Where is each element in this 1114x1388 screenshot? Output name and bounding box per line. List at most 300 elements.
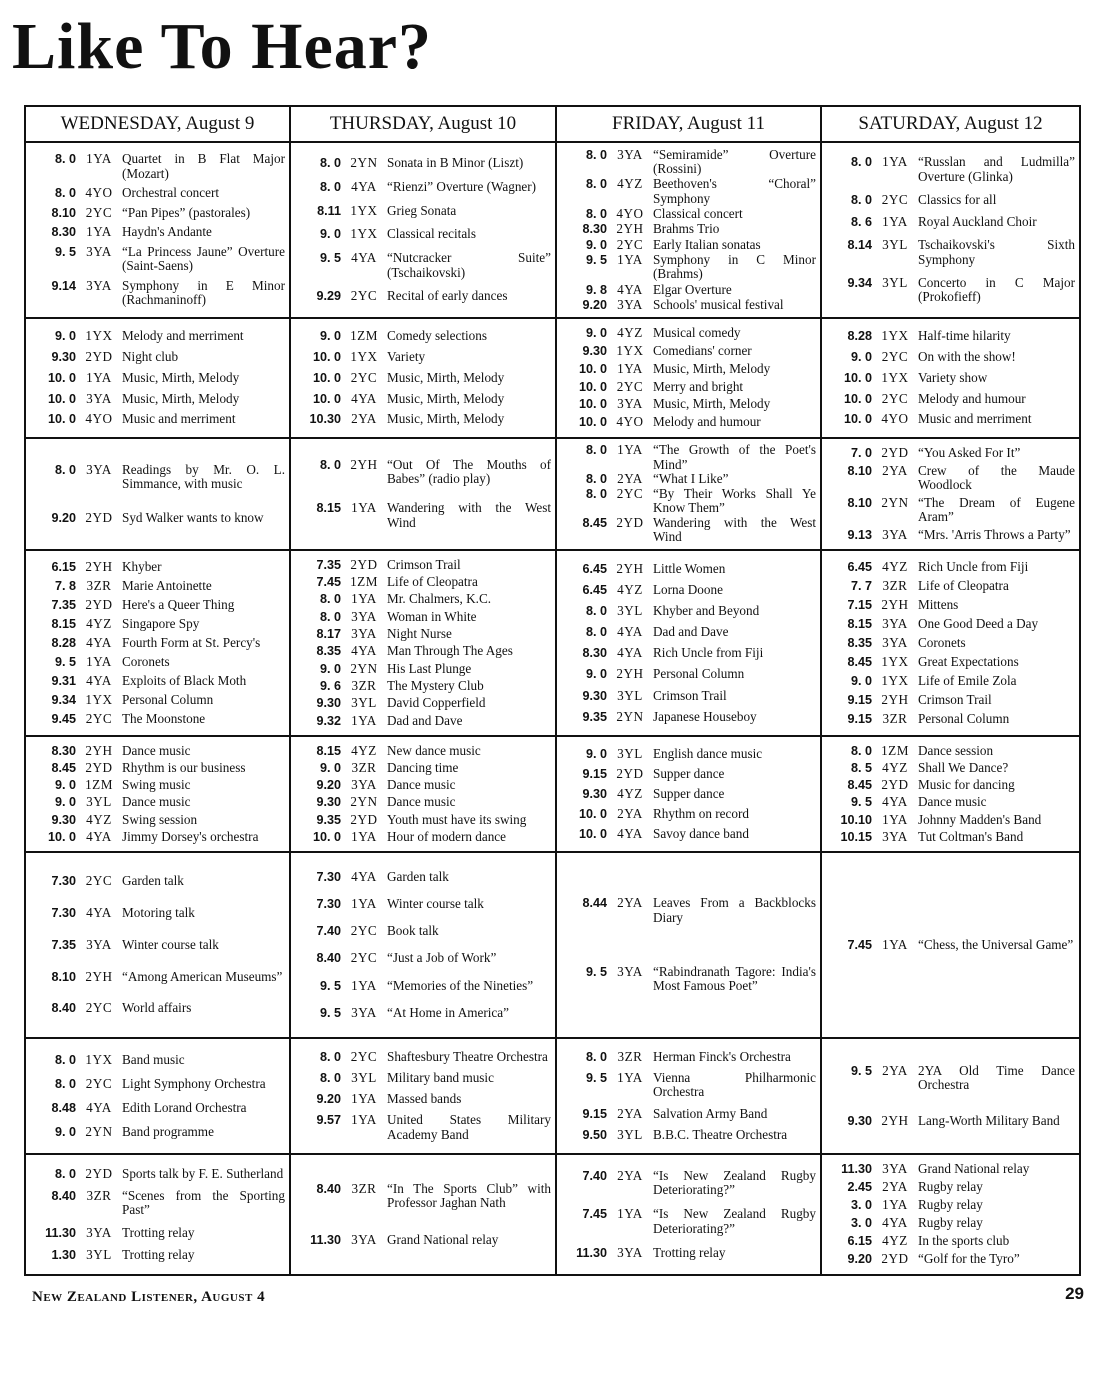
program-time: 8. 0 [54,1166,76,1181]
station-code: 2YH [616,666,644,682]
program-time: 8.44 [582,896,607,911]
program-entry [561,1128,818,1143]
station-code: 4YO [616,206,644,222]
program-time: 8. 0 [585,443,607,458]
program-time: 7.15 [847,597,872,612]
program-entry [30,1101,287,1116]
program-title: Shaftesbury Theatre Orchestra [387,1048,548,1064]
footer-credit: New Zealand Listener, August 4 [32,1289,266,1305]
program-time: 9.15 [847,711,872,726]
program-time: 10. 0 [312,391,341,406]
program-title: Quartet in B Flat Major (Mozart) [122,151,285,181]
program-time: 9.30 [316,795,341,810]
station-code: 3YA [617,296,643,312]
program-time: 9. 0 [319,329,341,344]
program-time: 9. 0 [585,237,607,252]
day-header: SATURDAY, August 12 [820,107,1081,143]
station-code: 2YN [350,660,378,676]
program-entry [826,830,1077,845]
program-time: 8. 0 [585,177,607,192]
program-title: Rhythm on record [653,805,749,821]
program-title: Brahms Trio [653,221,720,237]
station-code: 4YA [351,868,377,884]
station-code: 1YX [85,1051,113,1067]
program-entry [826,1162,1077,1177]
program-time: 10. 0 [47,391,76,406]
program-entry [561,222,818,237]
program-time: 8.45 [582,515,607,530]
program-time: 8.40 [316,1181,341,1196]
station-code: 3YL [86,1246,112,1262]
program-time: 8.15 [51,616,76,631]
program-time: 9. 0 [54,1124,76,1139]
program-title: Personal Column [653,666,745,682]
program-title: Edith Lorand Orchestra [122,1099,247,1115]
program-title: The Moonstone [122,710,206,726]
program-time: 8.15 [316,743,341,758]
program-time: 10. 0 [312,350,341,364]
station-code: 3YA [351,1004,377,1020]
program-entry [826,1252,1077,1267]
program-title: Early Italian sonatas [653,236,761,252]
program-title: Here's a Queer Thing [122,596,235,612]
program-title: Grand National relay [387,1232,499,1247]
station-code: 1ZM [881,742,909,758]
program-entry [826,446,1077,461]
program-time: 9. 5 [850,795,872,810]
program-title: “Out Of The Mouths of Babes” (radio play) [387,456,551,487]
program-time: 10. 0 [843,391,872,406]
station-code: 3YL [617,1126,643,1142]
station-code: 2YC [85,873,113,889]
program-time: 6.45 [847,559,872,574]
program-entry [295,350,553,365]
schedule-cell [820,1039,1081,1155]
program-title: Night Nurse [387,626,452,642]
program-time: 11.30 [310,1233,341,1247]
station-code: 4YA [86,905,112,920]
program-time: 9.30 [582,344,607,359]
program-title: Comedy selections [387,328,487,344]
program-entry [561,1050,818,1065]
station-code: 3YA [882,526,908,542]
program-entry [561,487,818,516]
schedule-cell [555,439,820,551]
day-header: FRIDAY, August 11 [555,107,820,143]
program-time: 8. 0 [585,207,607,222]
station-code: 2YD [85,1165,113,1181]
station-code: 1YX [350,349,378,364]
program-title: Wandering with the West Wind [387,500,551,530]
program-title: Recital of early dances [387,288,508,304]
station-code: 1YA [617,1069,643,1085]
program-entry [30,712,287,727]
program-entry [826,371,1077,386]
station-code: 1YX [881,653,909,669]
program-title: Grand National relay [918,1161,1030,1177]
program-time: 9.20 [316,1092,341,1107]
program-entry [30,1167,287,1182]
schedule-cell [24,1155,289,1274]
program-time: 9.31 [51,673,76,688]
station-code: 2YC [881,191,909,207]
program-title: Music, Mirth, Melody [653,396,771,412]
program-entry [561,516,818,545]
station-code: 2YA [882,462,908,478]
program-entry [295,744,553,759]
program-time: 6.45 [582,582,607,597]
schedule-cell [24,551,289,737]
program-time: 10. 0 [843,370,872,385]
program-title: Hour of modern dance [387,828,507,844]
station-code: 3YA [86,277,112,293]
program-time: 10. 0 [578,415,607,430]
program-entry [30,1001,287,1016]
program-entry [30,617,287,632]
program-time: 8. 5 [850,760,872,775]
program-title: Dad and Dave [653,624,729,640]
station-code: 2YH [350,456,378,472]
program-time: 9. 5 [319,1005,341,1020]
program-entry [30,970,287,985]
station-code: 2YC [616,236,644,252]
program-title: New dance music [387,742,481,758]
program-time: 8.40 [316,951,341,966]
program-entry [826,528,1077,543]
station-code: 3YL [351,1069,377,1085]
station-code: 3YL [86,794,112,810]
program-time: 10. 0 [47,370,76,385]
program-entry [30,1226,287,1241]
station-code: 3YL [351,695,377,711]
program-title: Crew of the Maude Woodlock [918,462,1075,492]
station-code: 3ZR [351,678,377,693]
program-title: Dance music [918,794,987,810]
program-title: Haydn's Andante [122,224,212,240]
program-title: Dad and Dave [387,712,463,728]
program-entry [295,1006,553,1021]
program-entry [826,938,1077,953]
station-code: 1YA [351,1091,377,1107]
program-title: Marie Antoinette [122,577,212,593]
station-code: 1YA [617,251,643,267]
station-code: 4YA [617,281,643,297]
program-title: “Pan Pipes” (pastorales) [122,204,251,220]
program-entry [30,674,287,689]
station-code: 3YA [86,461,112,477]
station-code: 3YA [86,243,112,259]
station-code: 2YC [85,710,113,726]
program-entry [826,674,1077,689]
program-title: “At Home in America” [387,1004,509,1020]
station-code: 1YX [616,343,644,359]
program-entry [295,714,553,729]
station-code: 1YA [351,712,377,728]
station-code: 3YA [351,608,377,624]
program-time: 8. 0 [319,1070,341,1085]
program-title: Dancing time [387,759,459,775]
program-time: 1.30 [51,1247,76,1262]
station-code: 3YL [617,745,643,761]
station-code: 2YH [616,221,644,237]
program-title: Military band music [387,1069,494,1085]
program-time: 9. 0 [54,329,76,344]
program-entry [30,371,287,386]
program-entry [826,155,1077,184]
program-time: 9. 0 [54,795,76,810]
program-time: 9. 5 [54,654,76,669]
program-entry [295,761,553,776]
program-entry [561,415,818,430]
program-entry [561,298,818,313]
schedule-table [24,105,1081,1276]
schedule-cell [555,1039,820,1155]
program-time: 2.45 [847,1180,872,1195]
program-entry [295,679,553,694]
program-time: 8.15 [847,616,872,631]
program-time: 8.35 [847,635,872,650]
station-code: 3YA [351,1232,377,1247]
program-time: 8. 0 [319,156,341,171]
program-time: 9.15 [582,766,607,781]
program-time: 3. 0 [850,1216,872,1231]
program-time: 8. 0 [54,152,76,167]
program-time: 9.15 [582,1106,607,1121]
program-title: “What I Like” [653,471,729,487]
program-title: Salvation Army Band [653,1105,768,1121]
station-code: 2YA [617,805,643,821]
page-number: 29 [1065,1284,1084,1303]
program-entry [561,827,818,842]
program-title: “Rienzi” Overture (Wagner) [387,178,537,194]
station-code: 4YA [882,1215,908,1231]
program-title: “The Growth of the Poet's Mind” [653,442,816,472]
program-entry [30,1125,287,1140]
program-title: Comedians' corner [653,343,752,359]
program-title: Sports talk by F. E. Sutherland [122,1165,284,1181]
program-title: Music and merriment [918,411,1032,427]
program-time: 8.45 [847,654,872,669]
program-entry [30,598,287,613]
program-entry [826,1064,1077,1093]
station-code: 3YA [617,963,643,979]
program-title: Crimson Trail [653,687,727,703]
program-time: 9.57 [316,1113,341,1128]
station-code: 1YA [882,811,908,827]
program-time: 8.40 [51,1001,76,1016]
program-entry [826,617,1077,632]
program-title: Personal Column [918,710,1010,726]
program-entry [295,1233,553,1248]
station-code: 2YD [881,445,909,460]
program-entry [826,636,1077,651]
station-code: 1YX [881,369,909,385]
station-code: 4YO [85,185,113,201]
station-code: 4YZ [882,558,908,574]
program-entry [561,646,818,661]
day-header: THURSDAY, August 10 [289,107,555,143]
program-time: 8.15 [316,501,341,516]
program-entry [826,761,1077,776]
program-title: Supper dance [653,785,725,801]
program-time: 7.40 [316,924,341,939]
station-code: 4YA [617,624,643,640]
program-entry [826,276,1077,305]
program-entry [295,870,553,885]
program-entry [30,329,287,344]
program-time: 9. 5 [585,252,607,267]
program-entry [561,807,818,822]
program-entry [30,245,287,274]
program-time: 7.45 [582,1207,607,1222]
station-code: 1YA [882,154,908,170]
program-time: 8. 0 [850,192,872,207]
program-title: His Last Plunge [387,660,472,676]
station-code: 2YD [85,510,113,525]
program-title: “La Princess Jaune” Overture (Saint-Saens) [122,243,285,274]
program-entry [561,625,818,640]
program-title: Band programme [122,1123,214,1139]
station-code: 2YN [881,494,909,510]
program-title: Tut Coltman's Band [918,828,1024,844]
station-code: 2YA [617,1105,643,1121]
program-title: Symphony in C Minor (Brahms) [653,251,816,282]
program-time: 8.45 [51,760,76,775]
program-entry [826,560,1077,575]
program-time: 8.28 [51,635,76,650]
program-time: 7.30 [316,896,341,911]
schedule-cell [555,319,820,439]
station-code: 1YA [86,653,112,669]
program-time: 9.35 [316,812,341,827]
program-entry [561,562,818,577]
program-title: Crimson Trail [918,691,992,707]
station-code: 3ZR [86,1187,112,1203]
program-entry [295,662,553,677]
program-entry [295,289,553,304]
program-title: “Is New Zealand Rugby Deteriorating?” [653,1167,816,1198]
program-title: Crimson Trail [387,556,461,572]
program-title: Coronets [918,634,966,650]
program-entry [295,1182,553,1211]
program-title: Singapore Spy [122,615,200,631]
program-title: Syd Walker wants to know [122,510,264,525]
schedule-cell [555,853,820,1039]
program-title: Classical concert [653,206,743,222]
station-code: 2YA [351,411,377,427]
program-entry [295,696,553,711]
program-entry [295,979,553,994]
station-code: 3YL [617,687,643,703]
program-time: 9. 0 [54,778,76,793]
program-entry [826,1234,1077,1249]
station-code: 1YA [617,442,643,458]
schedule-cell [820,551,1081,737]
program-entry [295,180,553,195]
program-entry [826,1180,1077,1195]
station-code: 4YA [351,178,377,194]
station-code: 2YH [881,596,909,612]
program-entry [295,412,553,427]
program-title: Grieg Sonata [387,202,457,218]
program-entry [295,1050,553,1065]
station-code: 2YC [350,1048,378,1064]
program-time: 8. 0 [54,1076,76,1091]
program-title: Variety [387,349,426,364]
program-title: Rich Uncle from Fiji [918,558,1029,574]
station-code: 4YA [351,643,377,659]
program-title: “Is New Zealand Rugby Deteriorating?” [653,1206,816,1236]
station-code: 4YO [881,411,909,427]
program-entry [295,924,553,939]
program-time: 8.35 [316,644,341,659]
station-code: 1YX [350,202,378,218]
program-entry [561,472,818,487]
station-code: 3ZR [351,1180,377,1196]
program-title: “By Their Works Shall Ye Know Them” [653,485,816,516]
station-code: 3YA [882,828,908,844]
program-time: 8. 0 [54,1052,76,1067]
schedule-cell [820,737,1081,853]
program-title: Lang-Worth Military Band [918,1112,1060,1128]
schedule-cell [820,439,1081,551]
program-time: 9.15 [847,692,872,707]
program-entry [826,464,1077,493]
program-title: Coronets [122,653,170,669]
station-code: 1ZM [350,328,378,344]
schedule-cell [24,143,289,319]
program-entry [295,329,553,344]
program-time: 9.32 [316,713,341,728]
program-time: 9.30 [51,350,76,364]
program-entry [561,787,818,802]
station-code: 2YA [882,1179,908,1195]
station-code: 4YO [616,414,644,430]
program-entry [295,813,553,828]
station-code: 1YA [617,1206,643,1222]
program-title: English dance music [653,745,763,761]
schedule-cell [24,319,289,439]
program-time: 9.30 [582,688,607,703]
station-code: 2YN [350,155,378,171]
program-time: 8.14 [847,238,872,253]
program-title: Mittens [918,596,959,612]
program-title: World affairs [122,1000,192,1016]
station-code: 3ZR [882,577,908,593]
program-entry [561,747,818,762]
program-title: United States Military Academy Band [387,1112,551,1142]
schedule-cell [289,1039,555,1155]
program-time: 8. 0 [585,625,607,640]
program-time: 8. 0 [319,609,341,624]
program-entry [561,583,818,598]
station-code: 1YX [85,328,113,344]
program-title: Trotting relay [653,1244,726,1260]
program-time: 10. 0 [47,829,76,844]
program-time: 9. 0 [319,661,341,676]
program-title: Life of Cleopatra [387,574,478,590]
program-title: Mr. Chalmers, K.C. [387,591,492,607]
program-entry [295,1071,553,1086]
program-title: Trotting relay [122,1246,195,1262]
program-time: 11.30 [45,1225,76,1240]
station-code: 1YA [617,360,643,376]
program-time: 9. 6 [319,679,341,693]
program-title: Music, Mirth, Melody [387,411,505,427]
program-time: 9.34 [847,275,872,290]
program-title: The Mystery Club [387,678,484,693]
program-time: 9.35 [582,709,607,724]
